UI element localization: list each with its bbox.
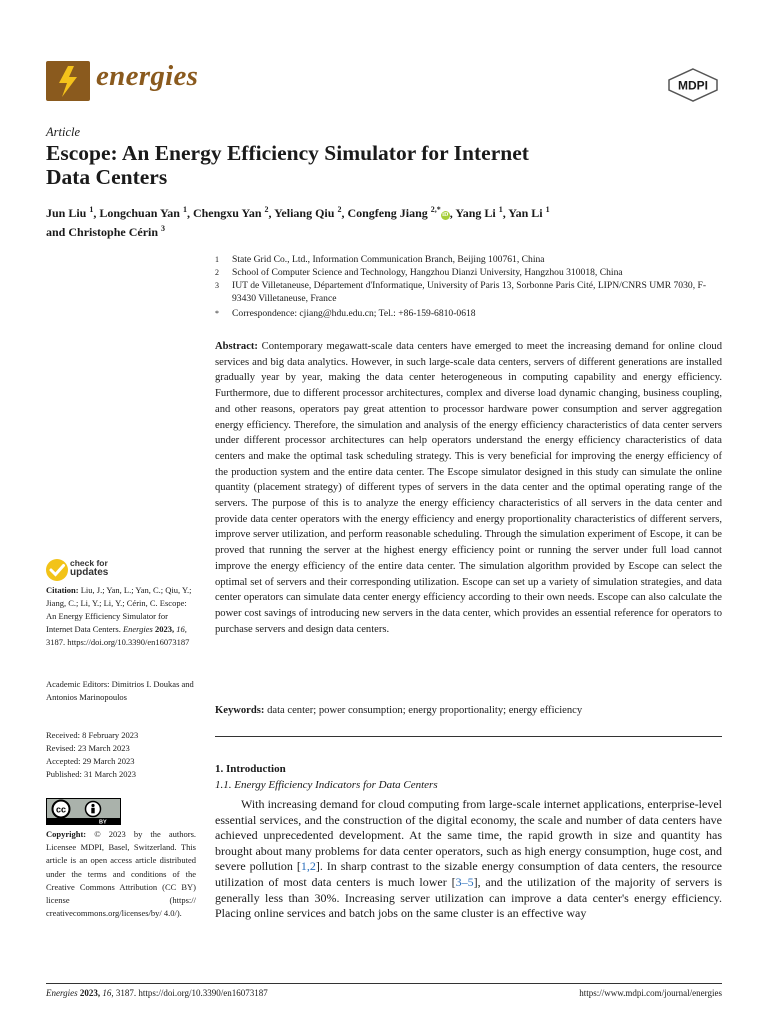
affiliation-text: IUT de Villetaneuse, Département d'Informatique, University of Paris 13, Sorbonne Paris Cité, LIPN/CNRS UMR 7030, F-93430 Villetaneuse, France	[232, 280, 707, 304]
copyright-label: Copyright:	[46, 829, 87, 839]
check-updates-line: updates	[70, 567, 109, 578]
body-text: ]. In sharp contrast to the sizable energy consumption of data centers, the resource utilization of most data centers is much lower [	[215, 859, 722, 889]
affiliation	[215, 280, 725, 305]
author-name[interactable]: Chengxu Yan	[192, 206, 262, 220]
abstract-label: Abstract:	[215, 341, 258, 352]
journal-name: energies	[96, 60, 199, 92]
check-for-updates-label[interactable]	[70, 559, 108, 577]
correspondence-text: Correspondence: cjiang@hdu.edu.cn; Tel.: +86-159-6810-0618	[232, 308, 476, 319]
footer-year: 2023,	[79, 988, 101, 998]
citation-link[interactable]: 3–5	[455, 874, 474, 889]
author-line	[46, 221, 686, 240]
abstract	[215, 339, 722, 637]
citation-block	[46, 584, 196, 649]
footer-doi-link[interactable]: 3187. https://doi.org/10.3390/en16073187	[115, 988, 268, 998]
cc-badge-text: BY	[99, 819, 107, 824]
publisher-logo-text: MDPI	[678, 78, 708, 93]
affiliation-text: School of Computer Science and Technology, Hangzhou Dianzi University, Hangzhou 310018, China	[232, 267, 623, 278]
lightning-icon	[46, 61, 90, 101]
keywords-text: data center; power consumption; energy proportionality; energy efficiency	[267, 705, 583, 716]
author-line: Jun Liu $^1$, Longchuan Yan $^1$, Chengxu Yan $^2$, Yeliang Qiu $^2$, Congfeng Jiang $^{2,*}$iD , Yang Li $^1$, Yan Li $^1$	[46, 205, 550, 220]
date-received: Received: 8 February 2023	[46, 730, 139, 740]
affiliation-mark: 2	[215, 268, 219, 277]
affiliation-mark: 1	[215, 255, 219, 264]
author-list	[46, 202, 686, 240]
date-revised: Revised: 23 March 2023	[46, 743, 130, 753]
affiliation-mark: *	[215, 309, 219, 318]
keywords-label: Keywords:	[215, 705, 265, 716]
journal-logo	[46, 61, 90, 101]
abstract-text: Contemporary megawatt-scale data centers have emerged to meet the increasing demand for online cloud services and big data analytics. However, in such large-scale data centers, servers of different generations are installed gradually year by year, making the data center heterogeneous in computing capability and energy efficiency. Furthermore, due to different processor architectures, complex and diverse load dynamic changing, business coupling, and other reasons, operators pay great attention to processor hardware power consumption and server aggregation energy efficiency. Therefore, the simulation and analysis of the energy efficiency characteristics of data center servers under different processor architectures can help operators understand the energy efficiency characteristics of data centers and make the optimal task scheduling strategy. This is very beneficial for improving the energy efficiency of the production system and the entire data center. The Escope simulator designed in this study can simulate the online quantity (placement strategy) of different types of servers in the data center and the optimal operating range of the servers. The purpose of this is to analyze the energy efficiency characteristics of all servers in the data center and provide data center operators with the energy efficiency and energy proportionality characteristics of different servers, improve server utilization, and perform reasonable scheduling. Through the simulation experiment of Escope, it can be proved that running the server at the highest energy efficiency point or running the server under full load cannot improve the energy efficiency of the entire data center. The simulation algorithm provided by Escope can select the optimal set of servers and their corresponding utilization. Escope can set up a variety of simulation strategies, and data center operators can simulate data center energy efficiency according to their own needs. Escope can also calculate the power cost savings of introducing new servers in the data center, which provides an essential reference for operators to purchase servers and design data centers.	[215, 341, 722, 635]
affiliation	[215, 308, 735, 321]
author-name[interactable]: Christophe Cérin	[68, 225, 159, 239]
section-heading: 1. Introduction	[215, 763, 286, 775]
citation-label: Citation:	[46, 585, 79, 595]
article-type: Article	[46, 125, 81, 139]
check-updates-line: check for	[70, 558, 108, 568]
date-published: Published: 31 March 2023	[46, 769, 136, 779]
intro-paragraph	[215, 797, 722, 922]
author-affil-mark: 1	[498, 205, 503, 214]
keywords	[215, 703, 722, 718]
footer-journal: Energies	[46, 988, 78, 998]
body-text: ], and the utilization of the majority of servers is generally less than 30%. Increasing server utilization can improve a data center's energy efficiency. Placing online services and batch jobs on the same cluster is an effective way	[215, 874, 723, 921]
body-text: With increasing demand for cloud computing from large-scale internet applications, enterprise-level essential services, and the construction of the digital economy, the scale and number of data centers have achieved unprecedented development. At the same time, the rapid growth in size and quantity has brought about many problems for data center operators, such as high energy consumption, huge cost, and severe pollution [	[215, 797, 722, 874]
date-accepted: Accepted: 29 March 2023	[46, 756, 135, 766]
svg-text:cc: cc	[55, 804, 67, 815]
title-line: Escope: An Energy Efficiency Simulator for Internet	[46, 141, 529, 165]
citation-link[interactable]: 1,2	[300, 859, 316, 874]
date-list	[46, 729, 196, 781]
author-affil-mark: 2	[264, 205, 269, 214]
author-affil-mark: 2	[337, 205, 342, 214]
author-affil-mark: 2,*	[430, 205, 441, 214]
citation-volume: 16,	[176, 624, 187, 634]
copyright-notice	[46, 828, 196, 920]
copyright-text: © 2023 by the authors. Licensee MDPI, Basel, Switzerland. This article is an open access article distributed under the terms and conditions of the Creative Commons Attribution (CC BY) license (https:// creativecommons.org/licenses/by/ 4.0/).	[46, 829, 196, 919]
author-name[interactable]: Jun Liu	[46, 206, 87, 220]
check-for-updates-icon[interactable]	[45, 558, 69, 582]
author-affil-mark: 3	[161, 224, 166, 233]
author-affil-mark: 1	[182, 205, 187, 214]
footer-citation	[46, 988, 268, 998]
footer-divider	[46, 983, 722, 984]
footer-journal-url[interactable]: https://www.mdpi.com/journal/energies	[579, 988, 722, 998]
mdpi-logo-icon	[667, 68, 719, 102]
citation-doi[interactable]: 3187. https://doi.org/10.3390/en16073187	[46, 637, 190, 647]
author-conjunction: and	[46, 225, 66, 239]
author-name[interactable]: Yang Li	[455, 206, 496, 220]
affiliation	[215, 267, 735, 280]
author-affil-mark: 1	[545, 205, 550, 214]
section-divider	[215, 736, 722, 737]
author-name[interactable]: Congfeng Jiang	[347, 206, 428, 220]
affiliation-mark: 3	[215, 281, 219, 290]
article-title	[46, 141, 656, 189]
author-name[interactable]: Longchuan Yan	[99, 206, 180, 220]
citation-year: 2023,	[154, 624, 175, 634]
orcid-icon[interactable]: iD	[442, 212, 449, 218]
affiliation-text: State Grid Co., Ltd., Information Communication Branch, Beijing 100761, China	[232, 254, 545, 265]
author-affil-mark: 1	[89, 205, 94, 214]
academic-editors: Academic Editors: Dimitrios I. Doukas and Antonios Marinopoulos	[46, 679, 194, 702]
citation-journal: Energies	[122, 624, 153, 634]
title-line: Data Centers	[46, 165, 168, 189]
publisher-logo	[667, 68, 719, 107]
subsection-heading: 1.1. Energy Efficiency Indicators for Data Centers	[215, 779, 438, 791]
citation-text: Liu, J.; Yan, L.; Yan, C.; Qiu, Y.; Jiang, C.; Li, Y.; Li, Y.; Cérin, C. Escope: An Energy Efficiency Simulator for Internet Data Centers.	[46, 585, 192, 634]
author-name[interactable]: Yeliang Qiu	[274, 206, 335, 220]
cc-by-license-badge[interactable]	[46, 798, 121, 825]
affiliation	[215, 254, 735, 267]
author-name[interactable]: Yan Li	[508, 206, 543, 220]
footer-volume: 16,	[102, 988, 114, 998]
